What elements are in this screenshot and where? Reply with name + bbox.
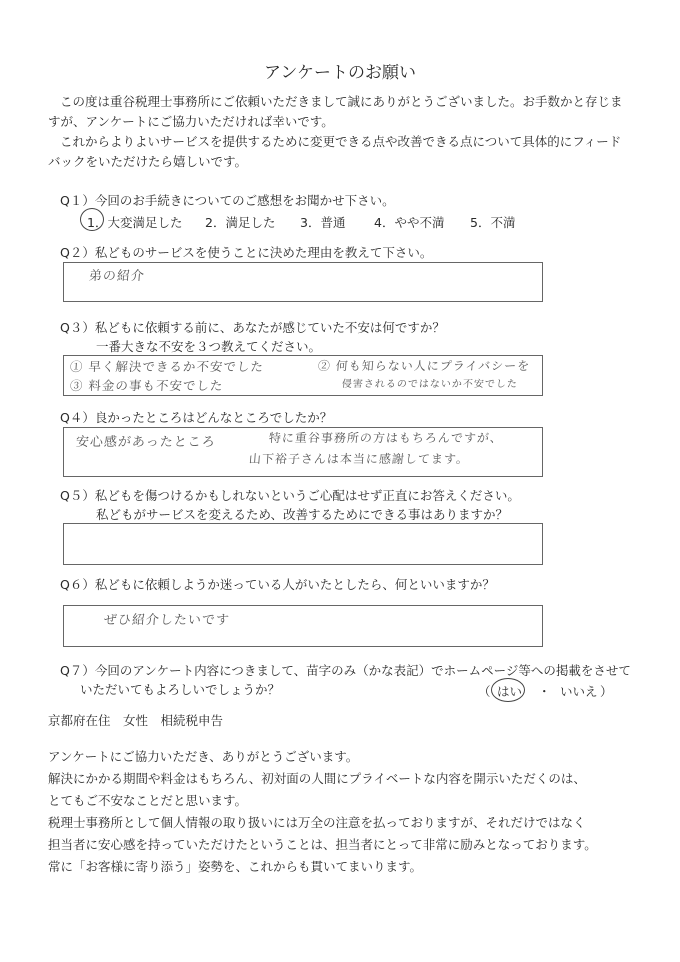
q3-answer-3: ③ 料金の事も不安でした (69, 378, 224, 393)
q4-answer-1: 安心感があったところ (75, 435, 217, 450)
intro-line: バックをいただけたら嬉しいです。 (48, 154, 248, 169)
q7-separator: ・ (538, 684, 551, 699)
q7-question: Q７）今回のアンケート内容につきまして、苗字のみ（かな表記）でホームページ等への掲載をさせて (60, 663, 631, 678)
respondent-info: 京都府在住 女性 相続税申告 (48, 713, 224, 728)
q4-answer-box[interactable] (63, 427, 543, 477)
intro-line: これからよりよいサービスを提供するために変更できる点や改善できる点について具体的にフィード (60, 134, 622, 149)
q5-sub: 私どもがサービスを変えるため、改善するためにできる事はありますか？ (96, 507, 509, 522)
page-title: アンケートのお願い (264, 63, 416, 83)
q6-answer: ぜひ紹介したいです (103, 613, 231, 628)
q3-sub: 一番大きな不安を３つ教えてください。 (96, 339, 322, 354)
closing-line: とてもご不安なことだと思います。 (48, 793, 248, 808)
q7-option-no[interactable]: いいえ (560, 684, 598, 699)
q4-answer-3: 山下裕子さんは本当に感謝してます。 (248, 452, 470, 466)
q3-answer-1: ① 早く解決できるか不安でした (69, 359, 265, 374)
q1-option-2[interactable]: 2．満足した (205, 215, 276, 230)
q3-question: Q３）私どもに依頼する前に、あなたが感じていた不安は何ですか？ (60, 320, 445, 335)
selection-circle (80, 208, 104, 231)
q2-answer: 弟の紹介 (88, 269, 146, 284)
selection-circle (491, 678, 525, 702)
q5-answer-box[interactable] (63, 523, 543, 565)
q7-paren-open: （ (478, 684, 491, 699)
closing-line: アンケートにご協力いただき、ありがとうございます。 (48, 749, 359, 764)
q3-answer-2-cont: 侵害されるのではないか不安でした (341, 379, 519, 390)
closing-line: 税理士事務所として個人情報の取り扱いには万全の注意を払っておりますが、それだけではなく (48, 815, 586, 830)
q7-option-yes[interactable]: はい (497, 684, 523, 699)
q3-answer-2: ② 何も知らない人にプライバシーを (317, 359, 531, 373)
q3-answer-box[interactable] (63, 355, 543, 396)
q1-option-5[interactable]: 5．不満 (470, 215, 516, 230)
intro-line: すが、アンケートにご協力いただければ幸いです。 (48, 114, 334, 129)
closing-line: 常に「お客様に寄り添う」姿勢を、これからも貫いてまいります。 (48, 859, 423, 874)
q2-answer-box[interactable] (63, 262, 543, 302)
q4-answer-2: 特に重谷事務所の方はもちろんですが、 (268, 431, 504, 445)
q5-question: Q５）私どもを傷つけるかもしれないというご心配はせず正直にお答えください。 (60, 488, 520, 503)
intro-line: この度は重谷税理士事務所にご依頼いただきまして誠にありがとうございました。お手数かと存じま (60, 94, 623, 109)
closing-line: 担当者に安心感を持っていただけたということは、担当者にとって非常に励みとなっております。 (48, 837, 597, 852)
q1-option-1[interactable]: 1．大変満足した (87, 215, 183, 230)
q1-option-4[interactable]: 4．やや不満 (374, 215, 445, 230)
q7-question-cont: いただいてもよろしいでしょうか？ (80, 682, 281, 697)
q6-answer-box[interactable] (63, 605, 543, 647)
q2-question: Q２）私どものサービスを使うことに決めた理由を教えて下さい。 (60, 245, 433, 260)
q6-question: Q６）私どもに依頼しようか迷っている人がいたとしたら、何といいますか？ (60, 577, 495, 592)
q1-question: Q１）今回のお手続きについてのご感想をお聞かせ下さい。 (60, 193, 395, 208)
closing-line: 解決にかかる期間や料金はもちろん、初対面の人間にプライベートな内容を開示いただくのは、 (48, 771, 586, 786)
q1-option-3[interactable]: 3．普通 (300, 215, 346, 230)
q4-question: Q４）良かったところはどんなところでしたか？ (60, 410, 333, 425)
q7-paren-close: ） (600, 684, 613, 699)
